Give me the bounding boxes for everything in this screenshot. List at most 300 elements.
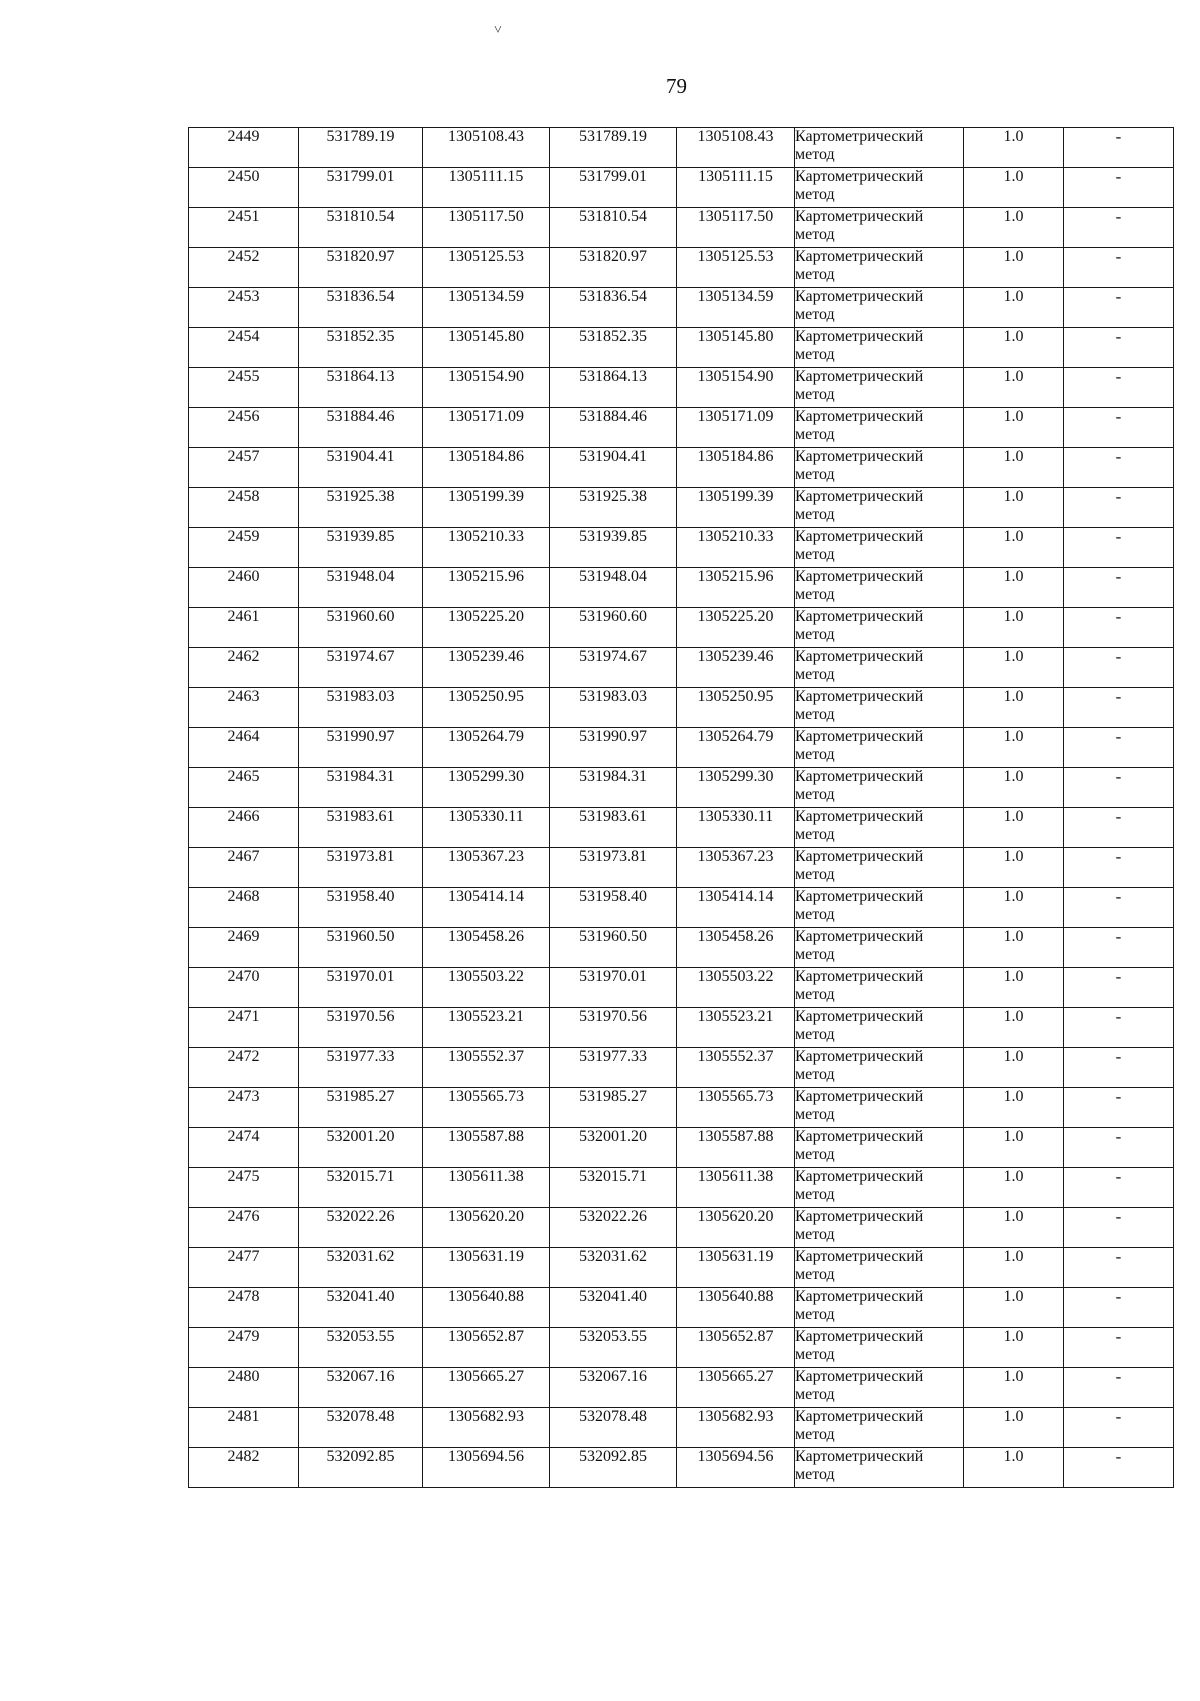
method-line-1: Картометрический: [795, 128, 924, 145]
method-line-2: метод: [795, 426, 835, 443]
y-existing-cell: 1305330.11: [423, 808, 550, 848]
x-new-cell: 531970.01: [550, 968, 677, 1008]
x-new-cell: 531958.40: [550, 888, 677, 928]
accuracy-cell: 1.0: [964, 288, 1064, 328]
x-existing-cell: 531836.54: [299, 288, 423, 328]
y-existing-cell: 1305184.86: [423, 448, 550, 488]
method-line-2: метод: [795, 946, 835, 963]
accuracy-cell: 1.0: [964, 448, 1064, 488]
x-new-cell: 531789.19: [550, 128, 677, 168]
accuracy-cell: 1.0: [964, 1248, 1064, 1288]
y-existing-cell: 1305640.88: [423, 1288, 550, 1328]
x-new-cell: 531799.01: [550, 168, 677, 208]
method-line-2: метод: [795, 706, 835, 723]
y-existing-cell: 1305199.39: [423, 488, 550, 528]
method-line-2: метод: [795, 186, 835, 203]
method-line-1: Картометрический: [795, 728, 924, 745]
description-cell: -: [1064, 848, 1174, 888]
method-line-2: метод: [795, 786, 835, 803]
description-cell: -: [1064, 1008, 1174, 1048]
method-cell: [795, 808, 964, 848]
method-line-2: метод: [795, 1226, 835, 1243]
accuracy-cell: 1.0: [964, 128, 1064, 168]
method-line-2: метод: [795, 1466, 835, 1483]
accuracy-cell: 1.0: [964, 768, 1064, 808]
x-existing-cell: 531820.97: [299, 248, 423, 288]
x-new-cell: 531852.35: [550, 328, 677, 368]
x-existing-cell: 531974.67: [299, 648, 423, 688]
y-new-cell: 1305587.88: [677, 1128, 795, 1168]
x-new-cell: 531884.46: [550, 408, 677, 448]
y-existing-cell: 1305215.96: [423, 568, 550, 608]
y-existing-cell: 1305620.20: [423, 1208, 550, 1248]
method-cell: [795, 368, 964, 408]
method-line-2: метод: [795, 986, 835, 1003]
method-line-1: Картометрический: [795, 1408, 924, 1425]
description-cell: -: [1064, 1088, 1174, 1128]
y-new-cell: 1305367.23: [677, 848, 795, 888]
method-line-1: Картометрический: [795, 568, 924, 585]
accuracy-cell: 1.0: [964, 568, 1064, 608]
y-new-cell: 1305611.38: [677, 1168, 795, 1208]
accuracy-cell: 1.0: [964, 368, 1064, 408]
description-cell: -: [1064, 328, 1174, 368]
method-cell: [795, 768, 964, 808]
accuracy-cell: 1.0: [964, 1448, 1064, 1488]
coordinates-table: [188, 127, 1174, 1488]
method-line-2: метод: [795, 1026, 835, 1043]
x-new-cell: 531904.41: [550, 448, 677, 488]
y-existing-cell: 1305125.53: [423, 248, 550, 288]
table-row: [189, 568, 1174, 608]
x-new-cell: 531983.03: [550, 688, 677, 728]
x-existing-cell: 531810.54: [299, 208, 423, 248]
x-new-cell: 531985.27: [550, 1088, 677, 1128]
accuracy-cell: 1.0: [964, 168, 1064, 208]
method-line-1: Картометрический: [795, 1048, 924, 1065]
y-new-cell: 1305631.19: [677, 1248, 795, 1288]
table-row: [189, 208, 1174, 248]
y-new-cell: 1305199.39: [677, 488, 795, 528]
y-new-cell: 1305503.22: [677, 968, 795, 1008]
x-new-cell: 532078.48: [550, 1408, 677, 1448]
y-new-cell: 1305620.20: [677, 1208, 795, 1248]
description-cell: -: [1064, 608, 1174, 648]
y-new-cell: 1305565.73: [677, 1088, 795, 1128]
y-existing-cell: 1305171.09: [423, 408, 550, 448]
method-cell: [795, 1008, 964, 1048]
accuracy-cell: 1.0: [964, 488, 1064, 528]
accuracy-cell: 1.0: [964, 648, 1064, 688]
point-number-cell: 2452: [189, 248, 299, 288]
y-new-cell: 1305552.37: [677, 1048, 795, 1088]
method-line-1: Картометрический: [795, 488, 924, 505]
method-cell: [795, 1168, 964, 1208]
method-cell: [795, 888, 964, 928]
x-existing-cell: 531973.81: [299, 848, 423, 888]
x-new-cell: 532053.55: [550, 1328, 677, 1368]
table-row: [189, 248, 1174, 288]
description-cell: -: [1064, 728, 1174, 768]
table-row: [189, 648, 1174, 688]
y-new-cell: 1305111.15: [677, 168, 795, 208]
y-existing-cell: 1305239.46: [423, 648, 550, 688]
accuracy-cell: 1.0: [964, 728, 1064, 768]
table-row: [189, 968, 1174, 1008]
y-new-cell: 1305117.50: [677, 208, 795, 248]
y-new-cell: 1305184.86: [677, 448, 795, 488]
point-number-cell: 2455: [189, 368, 299, 408]
y-existing-cell: 1305523.21: [423, 1008, 550, 1048]
table-row: [189, 1368, 1174, 1408]
point-number-cell: 2470: [189, 968, 299, 1008]
description-cell: -: [1064, 368, 1174, 408]
y-new-cell: 1305682.93: [677, 1408, 795, 1448]
y-existing-cell: 1305682.93: [423, 1408, 550, 1448]
description-cell: -: [1064, 1328, 1174, 1368]
table-row: [189, 928, 1174, 968]
method-line-1: Картометрический: [795, 448, 924, 465]
method-cell: [795, 1288, 964, 1328]
point-number-cell: 2466: [189, 808, 299, 848]
x-existing-cell: 531864.13: [299, 368, 423, 408]
x-new-cell: 531820.97: [550, 248, 677, 288]
method-line-2: метод: [795, 466, 835, 483]
y-new-cell: 1305250.95: [677, 688, 795, 728]
method-cell: [795, 168, 964, 208]
accuracy-cell: 1.0: [964, 1008, 1064, 1048]
point-number-cell: 2471: [189, 1008, 299, 1048]
y-existing-cell: 1305665.27: [423, 1368, 550, 1408]
method-line-1: Картометрический: [795, 1208, 924, 1225]
y-new-cell: 1305210.33: [677, 528, 795, 568]
table-body: [189, 128, 1174, 1488]
method-line-2: метод: [795, 1346, 835, 1363]
method-cell: [795, 728, 964, 768]
x-existing-cell: 531925.38: [299, 488, 423, 528]
accuracy-cell: 1.0: [964, 1208, 1064, 1248]
method-line-2: метод: [795, 1266, 835, 1283]
x-new-cell: 532022.26: [550, 1208, 677, 1248]
table-row: [189, 368, 1174, 408]
point-number-cell: 2473: [189, 1088, 299, 1128]
table-row: [189, 1128, 1174, 1168]
method-cell: [795, 128, 964, 168]
x-existing-cell: 532001.20: [299, 1128, 423, 1168]
method-line-1: Картометрический: [795, 208, 924, 225]
y-new-cell: 1305154.90: [677, 368, 795, 408]
y-existing-cell: 1305587.88: [423, 1128, 550, 1168]
x-existing-cell: 531799.01: [299, 168, 423, 208]
description-cell: -: [1064, 1128, 1174, 1168]
x-existing-cell: 531884.46: [299, 408, 423, 448]
description-cell: -: [1064, 968, 1174, 1008]
y-new-cell: 1305414.14: [677, 888, 795, 928]
method-line-2: метод: [795, 866, 835, 883]
y-new-cell: 1305640.88: [677, 1288, 795, 1328]
y-existing-cell: 1305210.33: [423, 528, 550, 568]
point-number-cell: 2467: [189, 848, 299, 888]
point-number-cell: 2463: [189, 688, 299, 728]
y-existing-cell: 1305264.79: [423, 728, 550, 768]
y-existing-cell: 1305154.90: [423, 368, 550, 408]
method-line-2: метод: [795, 306, 835, 323]
y-new-cell: 1305264.79: [677, 728, 795, 768]
y-new-cell: 1305665.27: [677, 1368, 795, 1408]
method-line-2: метод: [795, 1426, 835, 1443]
y-existing-cell: 1305145.80: [423, 328, 550, 368]
table-row: [189, 448, 1174, 488]
method-line-2: метод: [795, 666, 835, 683]
x-existing-cell: 531852.35: [299, 328, 423, 368]
method-line-2: метод: [795, 1146, 835, 1163]
table-row: [189, 408, 1174, 448]
method-line-2: метод: [795, 1106, 835, 1123]
x-new-cell: 531925.38: [550, 488, 677, 528]
description-cell: -: [1064, 1168, 1174, 1208]
table-row: [189, 1448, 1174, 1488]
description-cell: -: [1064, 1288, 1174, 1328]
table-row: [189, 288, 1174, 328]
method-line-2: метод: [795, 386, 835, 403]
point-number-cell: 2480: [189, 1368, 299, 1408]
y-existing-cell: 1305652.87: [423, 1328, 550, 1368]
x-new-cell: 531810.54: [550, 208, 677, 248]
description-cell: -: [1064, 528, 1174, 568]
method-line-1: Картометрический: [795, 1128, 924, 1145]
description-cell: -: [1064, 1208, 1174, 1248]
description-cell: -: [1064, 888, 1174, 928]
table-row: [189, 1328, 1174, 1368]
y-new-cell: 1305299.30: [677, 768, 795, 808]
x-existing-cell: 531990.97: [299, 728, 423, 768]
method-line-2: метод: [795, 1386, 835, 1403]
x-new-cell: 531836.54: [550, 288, 677, 328]
description-cell: -: [1064, 168, 1174, 208]
accuracy-cell: 1.0: [964, 528, 1064, 568]
method-line-2: метод: [795, 826, 835, 843]
method-line-1: Картометрический: [795, 248, 924, 265]
description-cell: -: [1064, 568, 1174, 608]
point-number-cell: 2482: [189, 1448, 299, 1488]
x-new-cell: 531970.56: [550, 1008, 677, 1048]
accuracy-cell: 1.0: [964, 968, 1064, 1008]
method-line-1: Картометрический: [795, 1088, 924, 1105]
table-row: [189, 1408, 1174, 1448]
method-cell: [795, 568, 964, 608]
table-row: [189, 688, 1174, 728]
y-existing-cell: 1305552.37: [423, 1048, 550, 1088]
table-row: [189, 1008, 1174, 1048]
method-cell: [795, 1128, 964, 1168]
method-cell: [795, 1088, 964, 1128]
method-cell: [795, 1448, 964, 1488]
method-line-1: Картометрический: [795, 1168, 924, 1185]
table-row: [189, 808, 1174, 848]
table-row: [189, 328, 1174, 368]
description-cell: -: [1064, 1448, 1174, 1488]
x-existing-cell: 531939.85: [299, 528, 423, 568]
point-number-cell: 2475: [189, 1168, 299, 1208]
table-row: [189, 608, 1174, 648]
x-existing-cell: 531977.33: [299, 1048, 423, 1088]
table-row: [189, 1088, 1174, 1128]
y-existing-cell: 1305134.59: [423, 288, 550, 328]
accuracy-cell: 1.0: [964, 888, 1064, 928]
method-line-1: Картометрический: [795, 168, 924, 185]
y-existing-cell: 1305225.20: [423, 608, 550, 648]
accuracy-cell: 1.0: [964, 1048, 1064, 1088]
method-cell: [795, 648, 964, 688]
description-cell: -: [1064, 408, 1174, 448]
method-line-2: метод: [795, 1306, 835, 1323]
method-line-2: метод: [795, 626, 835, 643]
description-cell: -: [1064, 1048, 1174, 1088]
point-number-cell: 2464: [189, 728, 299, 768]
y-new-cell: 1305239.46: [677, 648, 795, 688]
x-existing-cell: 531970.56: [299, 1008, 423, 1048]
page-number: 79: [666, 74, 687, 98]
method-line-2: метод: [795, 746, 835, 763]
y-existing-cell: 1305631.19: [423, 1248, 550, 1288]
y-existing-cell: 1305117.50: [423, 208, 550, 248]
point-number-cell: 2472: [189, 1048, 299, 1088]
point-number-cell: 2465: [189, 768, 299, 808]
y-new-cell: 1305215.96: [677, 568, 795, 608]
method-cell: [795, 1208, 964, 1248]
x-new-cell: 531974.67: [550, 648, 677, 688]
y-existing-cell: 1305250.95: [423, 688, 550, 728]
accuracy-cell: 1.0: [964, 1088, 1064, 1128]
y-new-cell: 1305225.20: [677, 608, 795, 648]
point-number-cell: 2454: [189, 328, 299, 368]
accuracy-cell: 1.0: [964, 1288, 1064, 1328]
method-line-1: Картометрический: [795, 408, 924, 425]
method-line-2: метод: [795, 906, 835, 923]
method-line-2: метод: [795, 506, 835, 523]
method-line-1: Картометрический: [795, 1248, 924, 1265]
method-line-1: Картометрический: [795, 1448, 924, 1465]
method-line-1: Картометрический: [795, 808, 924, 825]
description-cell: -: [1064, 488, 1174, 528]
method-cell: [795, 608, 964, 648]
x-existing-cell: 531970.01: [299, 968, 423, 1008]
method-line-1: Картометрический: [795, 648, 924, 665]
y-new-cell: 1305108.43: [677, 128, 795, 168]
x-existing-cell: 532041.40: [299, 1288, 423, 1328]
point-number-cell: 2450: [189, 168, 299, 208]
point-number-cell: 2449: [189, 128, 299, 168]
method-cell: [795, 448, 964, 488]
x-new-cell: 531948.04: [550, 568, 677, 608]
y-existing-cell: 1305367.23: [423, 848, 550, 888]
accuracy-cell: 1.0: [964, 1408, 1064, 1448]
accuracy-cell: 1.0: [964, 928, 1064, 968]
x-existing-cell: 532067.16: [299, 1368, 423, 1408]
x-new-cell: 531973.81: [550, 848, 677, 888]
method-line-1: Картометрический: [795, 328, 924, 345]
method-line-1: Картометрический: [795, 288, 924, 305]
accuracy-cell: 1.0: [964, 808, 1064, 848]
table-row: [189, 1248, 1174, 1288]
method-cell: [795, 848, 964, 888]
y-existing-cell: 1305108.43: [423, 128, 550, 168]
method-line-1: Картометрический: [795, 368, 924, 385]
method-cell: [795, 408, 964, 448]
table-row: [189, 128, 1174, 168]
point-number-cell: 2481: [189, 1408, 299, 1448]
accuracy-cell: 1.0: [964, 608, 1064, 648]
x-existing-cell: 531983.61: [299, 808, 423, 848]
method-line-2: метод: [795, 546, 835, 563]
table-row: [189, 848, 1174, 888]
method-line-1: Картометрический: [795, 968, 924, 985]
method-cell: [795, 1048, 964, 1088]
table-row: [189, 488, 1174, 528]
description-cell: -: [1064, 1248, 1174, 1288]
y-new-cell: 1305652.87: [677, 1328, 795, 1368]
point-number-cell: 2460: [189, 568, 299, 608]
x-existing-cell: 531984.31: [299, 768, 423, 808]
y-existing-cell: 1305611.38: [423, 1168, 550, 1208]
method-line-2: метод: [795, 146, 835, 163]
x-existing-cell: 531904.41: [299, 448, 423, 488]
point-number-cell: 2479: [189, 1328, 299, 1368]
x-existing-cell: 531960.50: [299, 928, 423, 968]
accuracy-cell: 1.0: [964, 208, 1064, 248]
method-line-2: метод: [795, 1066, 835, 1083]
point-number-cell: 2459: [189, 528, 299, 568]
y-existing-cell: 1305503.22: [423, 968, 550, 1008]
x-existing-cell: 531960.60: [299, 608, 423, 648]
description-cell: -: [1064, 1408, 1174, 1448]
accuracy-cell: 1.0: [964, 408, 1064, 448]
x-new-cell: 532001.20: [550, 1128, 677, 1168]
y-existing-cell: 1305458.26: [423, 928, 550, 968]
x-new-cell: 531864.13: [550, 368, 677, 408]
method-line-2: метод: [795, 586, 835, 603]
x-existing-cell: 531958.40: [299, 888, 423, 928]
point-number-cell: 2478: [189, 1288, 299, 1328]
table-row: [189, 528, 1174, 568]
x-new-cell: 532092.85: [550, 1448, 677, 1488]
method-cell: [795, 688, 964, 728]
method-cell: [795, 528, 964, 568]
y-new-cell: 1305171.09: [677, 408, 795, 448]
method-cell: [795, 928, 964, 968]
method-cell: [795, 1408, 964, 1448]
accuracy-cell: 1.0: [964, 1128, 1064, 1168]
x-new-cell: 532015.71: [550, 1168, 677, 1208]
method-line-2: метод: [795, 226, 835, 243]
method-cell: [795, 328, 964, 368]
x-new-cell: 531960.60: [550, 608, 677, 648]
y-existing-cell: 1305111.15: [423, 168, 550, 208]
x-new-cell: 532067.16: [550, 1368, 677, 1408]
method-line-2: метод: [795, 346, 835, 363]
table-row: [189, 768, 1174, 808]
x-new-cell: 531983.61: [550, 808, 677, 848]
point-number-cell: 2474: [189, 1128, 299, 1168]
method-line-1: Картометрический: [795, 608, 924, 625]
method-cell: [795, 208, 964, 248]
table-row: [189, 168, 1174, 208]
method-cell: [795, 968, 964, 1008]
method-line-2: метод: [795, 1186, 835, 1203]
table-row: [189, 888, 1174, 928]
y-new-cell: 1305694.56: [677, 1448, 795, 1488]
method-line-1: Картометрический: [795, 848, 924, 865]
